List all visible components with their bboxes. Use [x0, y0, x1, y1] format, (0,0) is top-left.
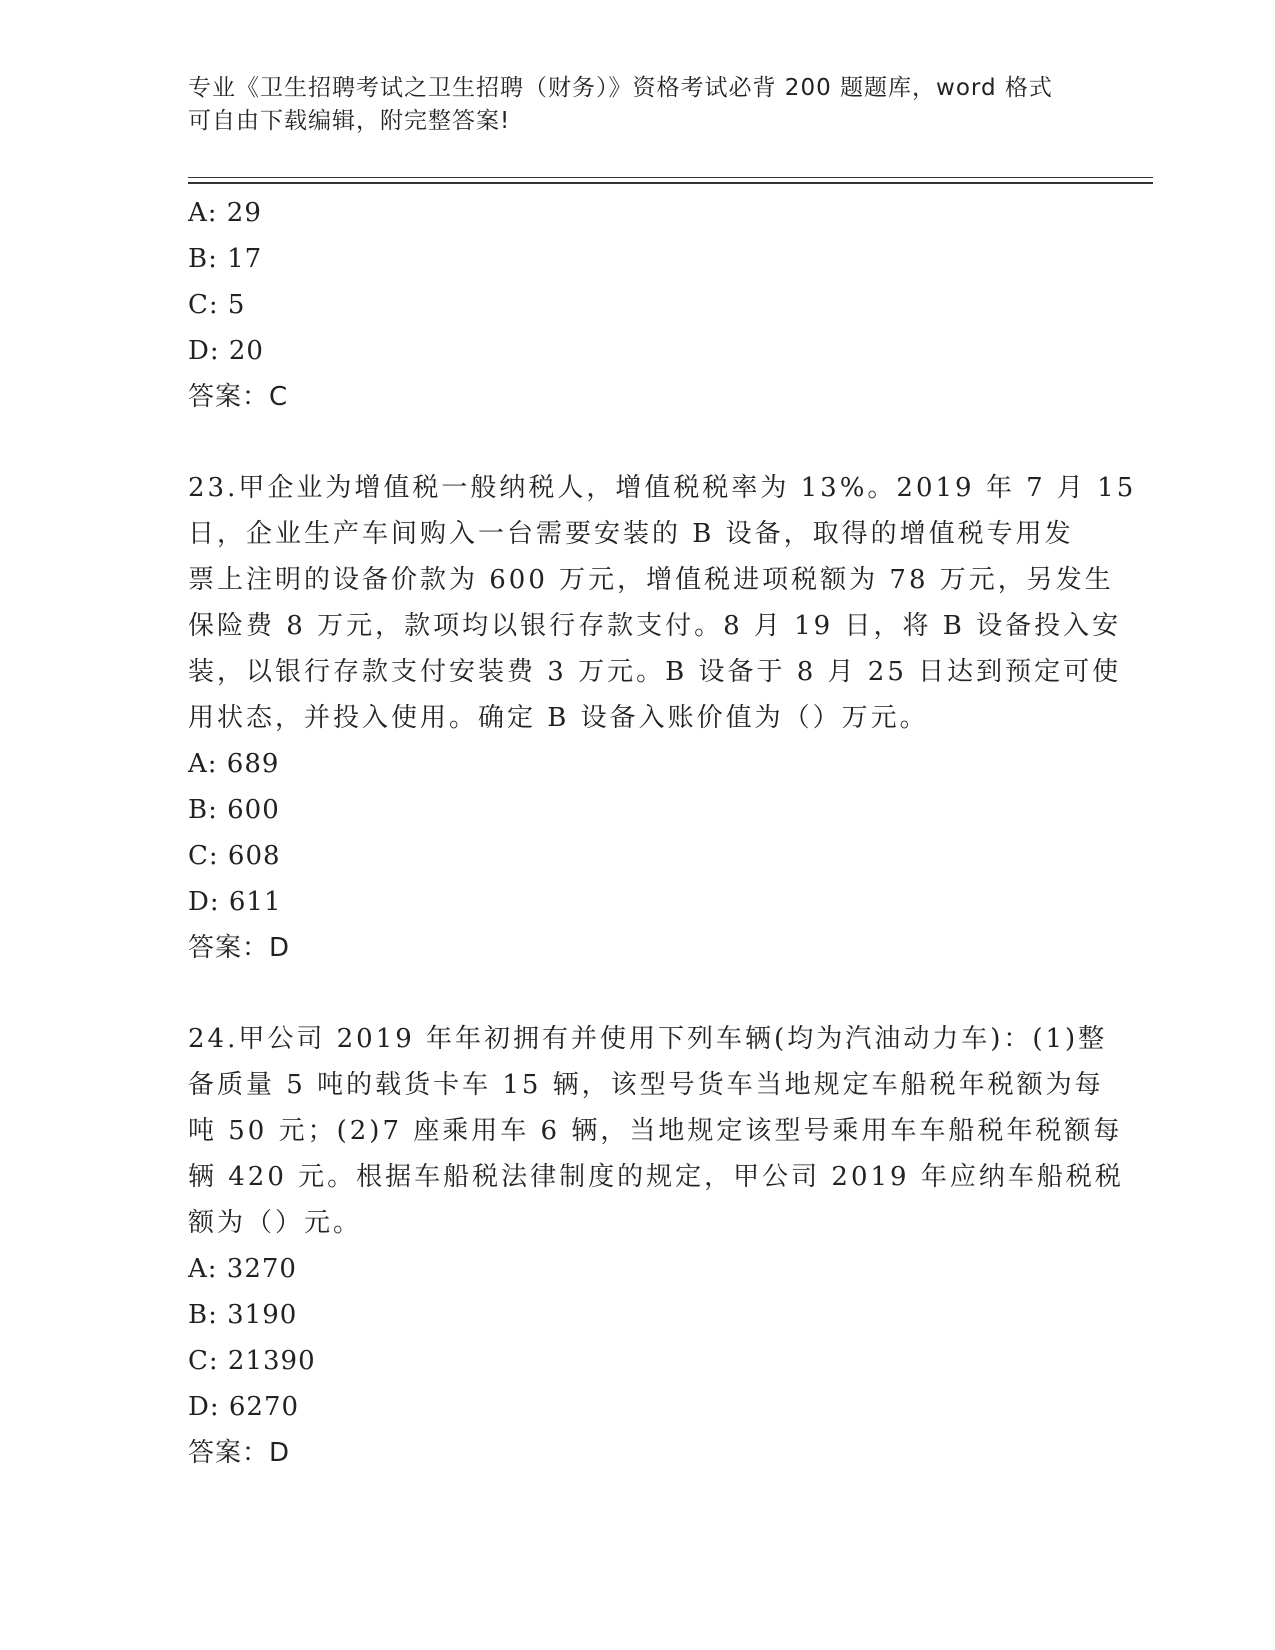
- document-header: [188, 72, 1088, 138]
- option-b: B: 600: [188, 795, 280, 825]
- option-a: A: 3270: [188, 1254, 297, 1284]
- question-text-line: 日，企业生产车间购入一台需要安装的 B 设备，取得的增值税专用发: [188, 519, 1074, 549]
- option-b: B: 17: [188, 244, 263, 274]
- question-content: [188, 190, 1137, 1476]
- option-d: D: 611: [188, 887, 282, 917]
- answer-line: 答案：D: [188, 933, 291, 963]
- option-c: C: 21390: [188, 1346, 316, 1376]
- header-line-2: 可自由下载编辑，附完整答案!: [188, 108, 511, 134]
- question-22-block: [188, 190, 1088, 420]
- answer-line: 答案：D: [188, 1438, 291, 1468]
- option-c: C: 608: [188, 841, 281, 871]
- question-text-line: 辆 420 元。根据车船税法律制度的规定，甲公司 2019 年应纳车船税税: [188, 1162, 1124, 1192]
- question-text-line: 票上注明的设备价款为 600 万元，增值税进项税额为 78 万元，另发生: [188, 565, 1114, 595]
- question-text-line: 保险费 8 万元，款项均以银行存款支付。8 月 19 日，将 B 设备投入安: [188, 611, 1122, 641]
- question-text-line: 备质量 5 吨的载货卡车 15 辆，该型号货车当地规定车船税年税额为每: [188, 1070, 1104, 1100]
- spacer: [188, 420, 1088, 465]
- question-text-line: 23.甲企业为增值税一般纳税人，增值税税率为 13%。2019 年 7 月 15: [188, 473, 1137, 503]
- answer-line: 答案：C: [188, 382, 289, 412]
- option-c: C: 5: [188, 290, 246, 320]
- header-divider-thin: [188, 177, 1153, 178]
- question-24-block: [188, 1016, 1124, 1476]
- question-text-line: 吨 50 元；(2)7 座乘用车 6 辆，当地规定该型号乘用车车船税年税额每: [188, 1116, 1123, 1146]
- option-a: A: 689: [188, 749, 280, 779]
- header-divider-thick: [188, 182, 1153, 184]
- question-text-line: 额为（）元。: [188, 1208, 363, 1238]
- question-23-block: [188, 465, 1137, 971]
- option-d: D: 6270: [188, 1392, 300, 1422]
- question-text-line: 装，以银行存款支付安装费 3 万元。B 设备于 8 月 25 日达到预定可使: [188, 657, 1122, 687]
- header-line-1: 专业《卫生招聘考试之卫生招聘（财务）》资格考试必背 200 题题库，word 格式: [188, 75, 1053, 101]
- option-a: A: 29: [188, 198, 262, 228]
- question-text-line: 24.甲公司 2019 年年初拥有并使用下列车辆(均为汽油动力车)：(1)整: [188, 1024, 1108, 1054]
- option-d: D: 20: [188, 336, 264, 366]
- question-text-line: 用状态，并投入使用。确定 B 设备入账价值为（）万元。: [188, 703, 929, 733]
- option-b: B: 3190: [188, 1300, 298, 1330]
- spacer: [188, 971, 1088, 1016]
